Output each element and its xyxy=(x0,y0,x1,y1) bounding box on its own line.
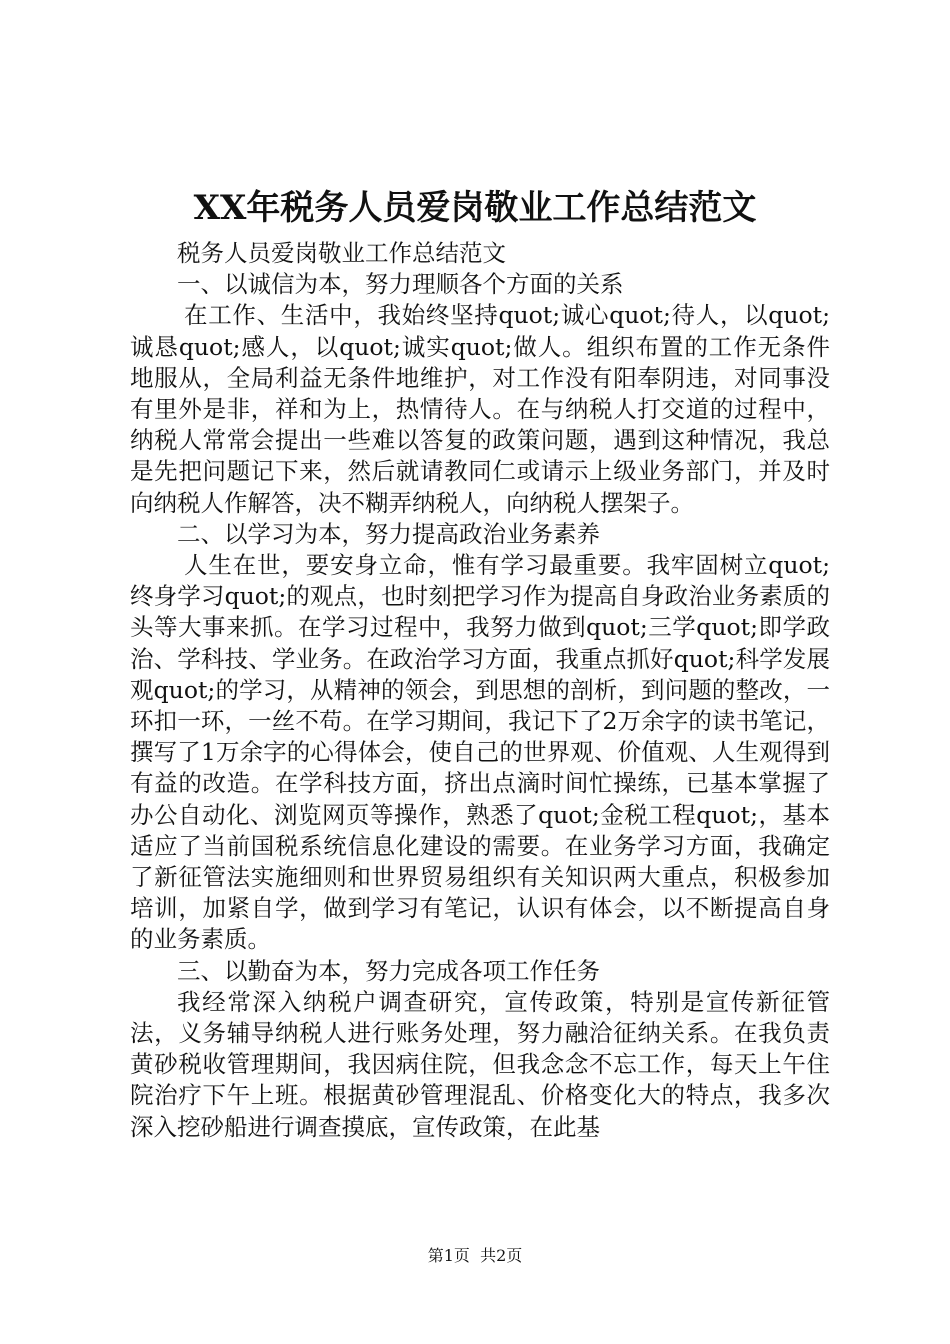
page-footer xyxy=(0,1246,950,1266)
section-heading: 二、以学习为本，努力提高政治业务素养 xyxy=(177,519,600,548)
section-heading: 一、以诚信为本，努力理顺各个方面的关系 xyxy=(177,270,624,299)
document-title: XX年税务人员爱岗敬业工作总结范文 xyxy=(193,188,757,228)
page-total: 共2页 xyxy=(480,1246,523,1265)
document-body xyxy=(130,238,830,1143)
section-heading: 三、以勤奋为本，努力完成各项工作任务 xyxy=(177,956,600,985)
section-paragraph: 在工作、生活中，我始终坚持quot;诚心quot;待人，以quot;诚恳quot;感人，以quot;诚实quot;做人。组织布置的工作无条件地服从，全局利益无条件地维护，对工作没有阳奉阴违，对同事没有里外是非，祥和为上，热情待人。在与纳税人打交道的过程中，纳税人常常会提出一些难以答复的政策问题，遇到这种情况，我总是先把问题记下来，然后就请教同仁或请示上级业务部门，并及时向纳税人作解答，决不糊弄纳税人，向纳税人摆架子。 xyxy=(130,301,830,517)
document-subtitle: 税务人员爱岗敬业工作总结范文 xyxy=(177,239,506,267)
page-number: 第1页 xyxy=(427,1246,470,1265)
section-paragraph: 人生在世，要安身立命，惟有学习最重要。我牢固树立quot;终身学习quot;的观点，也时刻把学习作为提高自身政治业务素质的头等大事来抓。在学习过程中，我努力做到quot;三学quot;即学政治、学科技、学业务。在政治学习方面，我重点抓好quot;科学发展观quot;的学习，从精神的领会，到思想的剖析，到问题的整改，一环扣一环，一丝不苟。在学习期间，我记下了2万余字的读书笔记，撰写了1万余字的心得体会，使自己的世界观、价值观、人生观得到有益的改造。在学科技方面，挤出点滴时间忙操练，已基本掌握了办公自动化、浏览网页等操作，熟悉了quot;金税工程quot;，基本适应了当前国税系统信息化建设的需要。在业务学习方面，我确定了新征管法实施细则和世界贸易组织有关知识两大重点，积极参加培训，加紧自学，做到学习有笔记，认识有体会，以不断提高自身的业务素质。 xyxy=(130,551,830,954)
section-paragraph: 我经常深入纳税户调查研究，宣传政策，特别是宣传新征管法，义务辅导纳税人进行账务处理，努力融洽征纳关系。在我负责黄砂税收管理期间，我因病住院，但我念念不忘工作，每天上午住院治疗下午上班。根据黄砂管理混乱、价格变化大的特点，我多次深入挖砂船进行调查摸底，宣传政策，在此基 xyxy=(130,987,830,1141)
